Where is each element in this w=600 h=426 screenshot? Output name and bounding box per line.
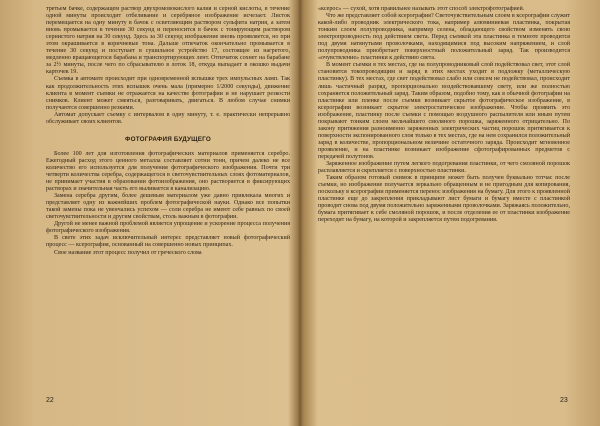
right-page-number: 23 [560,397,568,404]
left-paragraph-2: Съемка в автомате происходит при одновременной вспышке трех импульсных ламп. Так как продолжительность этих вспышек очень мала (примерно 1/2000 секунды), движение клиента в момент съемки не отражается на качестве фотографии и не нарушает резкости снимков. Клиент может смеяться, разговаривать, двигаться. В любом случае снимки получаются совершенно резкими. [46,76,290,111]
right-paragraph-1: «ксерос» — сухой, хотя правильнее называть этот способ электрофотографией. [318,6,525,12]
right-paragraph-3: В момент съемки в тех местах, где на полупроводниковый слой подействовал свет, этот слой становится токопроводящим и заряд в этих местах уходит в подложку (металлическую пластинку). В тех местах, где свет подействовал слабо или совсем не подействовал, происходит лишь частичный разряд, пропорционально воздействовавшему свету, или же полностью сохраняется положительный заряд. Таким образом, подобно тому, как в обычной фотографии на пластинке или пленке после съемки возникает скрытое фотографическое изображение, в ксерографии возникает скрытое электростатическое изображение. Чтобы проявить это изображение, пластинку после съемки с помощью воздушного распылителя или иным путем покрывают тонким слоем мельчайшего смоляного порошка, заряженного отрицательно. По закону притяжения разноименно заряженных электрических частиц порошок притягивается к поверхности экспонированного слоя только в тех местах, где на нем сохранился положительный заряд в количестве, пропорциональном величине остаточного заряда. Происходит мгновенное проявление, и на пластинке возникает изображение сфотографированных предметов с передачей полутонов. [318,62,570,160]
right-paragraph-2: Что же представляет собой ксерография? Светочувствительным слоем в ксерографии служит какой-либо проводник электрического тока, например алюминиевая пластинка, покрытая тонким слоем полупроводника, например селена, обладающего свойством изменять свою электропроводность под действием света. Перед съемкой эта пластинка в темноте проводится под двумя натянутыми проволочками, находящимися под высоким напряжением, и слой полупроводника приобретает поверхностный положительный заряд. Так производится «очувствление» пластинки к действию света. [318,13,570,62]
section-heading: ФОТОГРАФИЯ БУДУЩЕГО [125,135,211,143]
right-paragraph-5: Таким образом готовый снимок в принципе может быть получен буквально тотчас после съемки, но изображение получается зеркально обращенным и не пригодным для копирования, поскольку в ксерографии применяется перенос изображения на бумагу. Для этого к проявленной пластинке еще до закрепления прикладывают лист бумаги и бумагу вместе с пластинкой проводят снова под двумя положительно заряженными проволочками. Заряжаясь положительно, бумага притягивает к себе смоляной порошок, и после отделения ее от пластинки изображение переходит на бумагу, на которой и закрепляется путем подогревания. [318,175,570,224]
left-paragraph-7: В свете этих задач исключительный интерес представляет новый фотографический процесс — ксерография, основанный на совершенно новых принципах. [46,235,290,249]
left-paragraph-6: Другой не менее важной проблемой является упрощение и ускорение процесса получения фотографического изображения. [46,221,290,235]
left-page [46,6,290,412]
left-paragraph-1: третьем бачке, содержащем раствор двухромовокислого калия и серной кислоты, в течение одной минуты происходит отбеливание и серебряное изображение исчезает. Листок перемещается на одну минуту в бачок с осветляющим раствором сульфита натрия, а затем вновь промывается в течение 30 секунд и переносится в бачок с тонирующим раствором сернистого натрия на 30 секунд. Здесь за 30 секунд изображение вновь проявляется, но при этом окрашивается в коричневые тона. Дальше отпечаток окончательно промывается в течение 30 секунд и поступает в сушильное устройство 17, состоящее из нагретого, медленно вращающегося барабана и транспортирующих лент. Отпечаток сохнет на барабане за 2½ минуты, после чего по сбрасывателю в лоток 18, откуда выпадает в окошко выдачи карточек 19. [46,6,290,76]
right-page [318,6,570,412]
left-paragraph-8: Свое название этот процесс получил от греческого слова [54,249,202,256]
right-paragraph-4: Заряженное изображение путем легкого подогревания пластинки, от чего смоляной порошок расплавляется и скрепляется с поверхностью пластинки. [318,161,570,175]
left-page-number: 22 [46,397,54,404]
left-paragraph-4: Более 100 лет для изготовления фотографических материалов применяется серебро. Ежегодный расход этого ценного металла составляет сотни тонн, причем далеко не все количество его используется для получения фотографического изображения. Почти три четверти количества серебра, содержащегося в светочувствительных слоях фотоматериалов, не принимает участия в образовании фотоизображения, оно растворяется в фиксирующих растворах и значительная часть его выливается в канализацию. [46,150,290,193]
left-paragraph-3: Автомат допускает съемку с интервалом в одну минуту, т. е. практически непрерывно обслуживает своих клиентов. [46,111,290,125]
left-paragraph-5: Замена серебра другим, более дешевым материалом уже давно привлекала многих и представляет одну из важнейших проблем фотографической науки. Однако все попытки такой замены пока не увенчались успехом — соли серебра не имеют себе равных по своей светочувствительности и другим свойствам, столь важным в фотографии. [46,193,290,221]
